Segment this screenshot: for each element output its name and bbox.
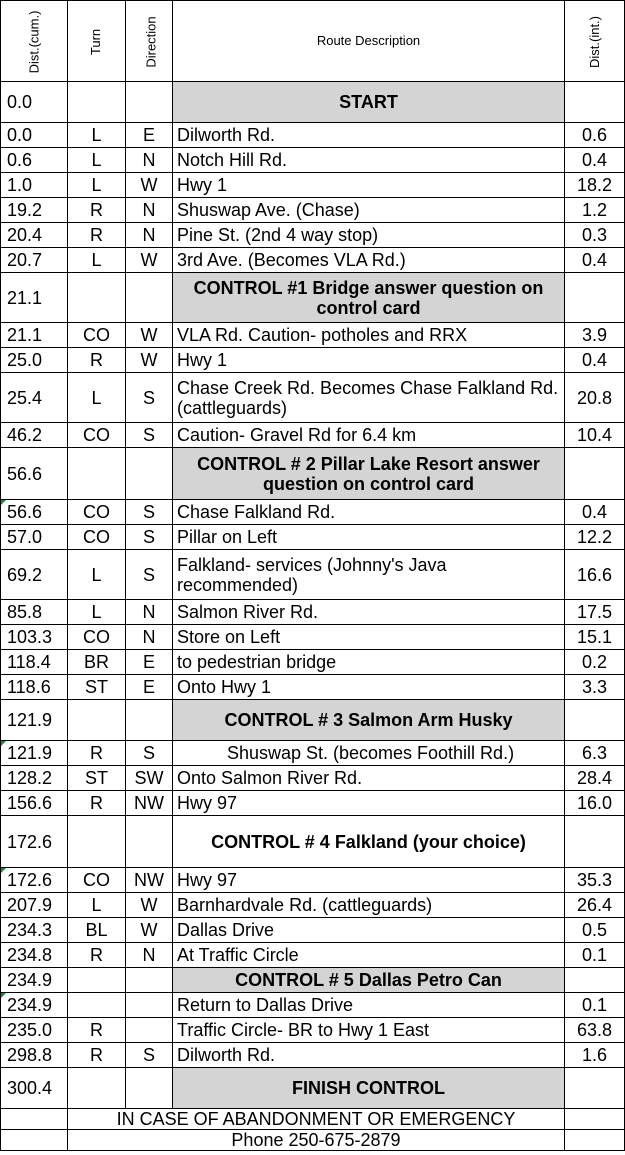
route-step-row	[1, 248, 625, 273]
emergency-notice: IN CASE OF ABANDONMENT OR EMERGENCY	[68, 1109, 565, 1130]
route-step-row	[1, 741, 625, 766]
direction-cell	[126, 1018, 173, 1043]
dist-int-cell: 63.8	[565, 1018, 625, 1043]
direction-cell	[126, 700, 173, 741]
dist-int-cell	[565, 968, 625, 993]
route-description-cell: Barnhardvale Rd. (cattleguards)	[173, 893, 565, 918]
route-description-cell: Hwy 97	[173, 791, 565, 816]
footer-row	[1, 1130, 625, 1151]
dist-cum-cell: 234.9	[1, 968, 68, 993]
dist-cum-cell: 172.6	[1, 868, 68, 893]
route-step-row	[1, 675, 625, 700]
direction-cell: E	[126, 123, 173, 148]
turn-cell: CO	[68, 323, 126, 348]
control-label: CONTROL # 3 Salmon Arm Husky	[173, 700, 565, 741]
route-description-cell: Shuswap St. (becomes Foothill Rd.)	[173, 741, 565, 766]
control-row	[1, 82, 625, 123]
route-step-row	[1, 943, 625, 968]
route-step-row	[1, 148, 625, 173]
dist-int-cell: 35.3	[565, 868, 625, 893]
dist-cum-cell: 20.7	[1, 248, 68, 273]
turn-cell	[68, 993, 126, 1018]
route-description-cell: Dallas Drive	[173, 918, 565, 943]
route-description-cell: Onto Hwy 1	[173, 675, 565, 700]
route-description-cell: Hwy 1	[173, 348, 565, 373]
direction-cell: S	[126, 423, 173, 448]
header-turn: Turn	[68, 1, 126, 82]
control-label: CONTROL # 4 Falkland (your choice)	[173, 816, 565, 868]
footer-spacer	[1, 1109, 68, 1130]
dist-int-cell: 0.4	[565, 348, 625, 373]
control-label: FINISH CONTROL	[173, 1068, 565, 1109]
dist-int-cell: 16.6	[565, 550, 625, 600]
route-step-row	[1, 550, 625, 600]
direction-cell: N	[126, 223, 173, 248]
dist-int-cell: 16.0	[565, 791, 625, 816]
route-description-cell: Shuswap Ave. (Chase)	[173, 198, 565, 223]
control-row	[1, 273, 625, 323]
dist-cum-cell: 234.3	[1, 918, 68, 943]
dist-int-cell: 0.1	[565, 943, 625, 968]
dist-int-cell: 12.2	[565, 525, 625, 550]
direction-cell: S	[126, 373, 173, 423]
dist-cum-cell: 234.8	[1, 943, 68, 968]
turn-cell	[68, 816, 126, 868]
dist-cum-cell: 21.1	[1, 273, 68, 323]
dist-cum-cell: 0.6	[1, 148, 68, 173]
control-row	[1, 448, 625, 500]
dist-int-cell: 6.3	[565, 741, 625, 766]
dist-cum-cell: 121.9	[1, 700, 68, 741]
turn-cell: BR	[68, 650, 126, 675]
turn-cell: L	[68, 600, 126, 625]
route-step-row	[1, 500, 625, 525]
footer-spacer	[565, 1130, 625, 1151]
route-step-row	[1, 650, 625, 675]
turn-cell: L	[68, 123, 126, 148]
control-label: START	[173, 82, 565, 123]
turn-cell: L	[68, 373, 126, 423]
direction-cell: W	[126, 893, 173, 918]
direction-cell: W	[126, 918, 173, 943]
dist-cum-cell: 300.4	[1, 1068, 68, 1109]
route-step-row	[1, 423, 625, 448]
dist-int-cell: 0.6	[565, 123, 625, 148]
route-step-row	[1, 993, 625, 1018]
turn-cell: R	[68, 791, 126, 816]
footer-spacer	[1, 1130, 68, 1151]
turn-cell: L	[68, 173, 126, 198]
header-route-description: Route Description	[173, 1, 565, 82]
turn-cell: CO	[68, 625, 126, 650]
route-step-row	[1, 198, 625, 223]
route-description-cell: Hwy 1	[173, 173, 565, 198]
dist-int-cell: 0.5	[565, 918, 625, 943]
dist-int-cell: 0.2	[565, 650, 625, 675]
direction-cell: N	[126, 943, 173, 968]
dist-cum-cell: 207.9	[1, 893, 68, 918]
dist-int-cell: 20.8	[565, 373, 625, 423]
direction-cell: N	[126, 625, 173, 650]
dist-cum-cell: 118.6	[1, 675, 68, 700]
route-description-cell: At Traffic Circle	[173, 943, 565, 968]
route-step-row	[1, 223, 625, 248]
dist-cum-cell: 103.3	[1, 625, 68, 650]
dist-cum-cell: 56.6	[1, 500, 68, 525]
turn-cell: L	[68, 550, 126, 600]
dist-int-cell	[565, 273, 625, 323]
dist-int-cell: 0.4	[565, 500, 625, 525]
turn-cell	[68, 1068, 126, 1109]
turn-cell: R	[68, 943, 126, 968]
turn-cell: L	[68, 248, 126, 273]
dist-cum-cell: 19.2	[1, 198, 68, 223]
direction-cell	[126, 82, 173, 123]
turn-cell: R	[68, 348, 126, 373]
route-description-cell: 3rd Ave. (Becomes VLA Rd.)	[173, 248, 565, 273]
direction-cell	[126, 273, 173, 323]
control-row	[1, 1068, 625, 1109]
route-description-cell: Store on Left	[173, 625, 565, 650]
route-description-cell: Salmon River Rd.	[173, 600, 565, 625]
direction-cell	[126, 968, 173, 993]
route-step-row	[1, 1043, 625, 1068]
route-description-cell: Dilworth Rd.	[173, 1043, 565, 1068]
dist-cum-cell: 46.2	[1, 423, 68, 448]
dist-cum-cell: 25.0	[1, 348, 68, 373]
direction-cell	[126, 816, 173, 868]
route-description-cell: Pillar on Left	[173, 525, 565, 550]
route-description-cell: Chase Creek Rd. Becomes Chase Falkland Rd. (cattleguards)	[173, 373, 565, 423]
direction-cell	[126, 448, 173, 500]
dist-int-cell: 15.1	[565, 625, 625, 650]
dist-int-cell	[565, 700, 625, 741]
route-step-row	[1, 525, 625, 550]
direction-cell	[126, 1068, 173, 1109]
direction-cell: SW	[126, 766, 173, 791]
direction-cell	[126, 993, 173, 1018]
dist-int-cell: 1.2	[565, 198, 625, 223]
dist-int-cell: 18.2	[565, 173, 625, 198]
turn-cell: BL	[68, 918, 126, 943]
dist-cum-cell: 156.6	[1, 791, 68, 816]
turn-cell: ST	[68, 675, 126, 700]
turn-cell: R	[68, 1018, 126, 1043]
turn-cell: R	[68, 223, 126, 248]
route-description-cell: to pedestrian bridge	[173, 650, 565, 675]
dist-int-cell	[565, 1068, 625, 1109]
dist-int-cell: 0.3	[565, 223, 625, 248]
dist-cum-cell: 56.6	[1, 448, 68, 500]
header-direction: Direction	[126, 1, 173, 82]
turn-cell: CO	[68, 525, 126, 550]
footer-spacer	[565, 1109, 625, 1130]
route-step-row	[1, 348, 625, 373]
route-description-cell: Chase Falkland Rd.	[173, 500, 565, 525]
route-step-row	[1, 373, 625, 423]
footer-row	[1, 1109, 625, 1130]
dist-cum-cell: 121.9	[1, 741, 68, 766]
route-description-cell: Pine St. (2nd 4 way stop)	[173, 223, 565, 248]
dist-cum-cell: 57.0	[1, 525, 68, 550]
route-step-row	[1, 123, 625, 148]
turn-cell	[68, 273, 126, 323]
direction-cell: E	[126, 675, 173, 700]
turn-cell	[68, 700, 126, 741]
route-step-row	[1, 323, 625, 348]
turn-cell: L	[68, 148, 126, 173]
turn-cell	[68, 82, 126, 123]
route-description-cell: Return to Dallas Drive	[173, 993, 565, 1018]
dist-int-cell	[565, 82, 625, 123]
turn-cell: CO	[68, 868, 126, 893]
turn-cell: R	[68, 741, 126, 766]
route-description-cell: Onto Salmon River Rd.	[173, 766, 565, 791]
route-step-row	[1, 1018, 625, 1043]
control-row	[1, 968, 625, 993]
dist-int-cell: 3.3	[565, 675, 625, 700]
route-description-cell: Falkland- services (Johnny's Java recommended)	[173, 550, 565, 600]
header-row	[1, 1, 625, 82]
dist-int-cell: 17.5	[565, 600, 625, 625]
direction-cell: NW	[126, 868, 173, 893]
turn-cell: R	[68, 198, 126, 223]
dist-cum-cell: 172.6	[1, 816, 68, 868]
dist-int-cell: 3.9	[565, 323, 625, 348]
route-step-row	[1, 173, 625, 198]
dist-cum-cell: 0.0	[1, 123, 68, 148]
control-row	[1, 816, 625, 868]
dist-int-cell: 0.4	[565, 248, 625, 273]
dist-cum-cell: 69.2	[1, 550, 68, 600]
route-step-row	[1, 766, 625, 791]
route-description-cell: VLA Rd. Caution- potholes and RRX	[173, 323, 565, 348]
turn-cell	[68, 968, 126, 993]
control-label: CONTROL #1 Bridge answer question on control card	[173, 273, 565, 323]
route-description-cell: Notch Hill Rd.	[173, 148, 565, 173]
turn-cell: ST	[68, 766, 126, 791]
direction-cell: S	[126, 1043, 173, 1068]
route-step-row	[1, 791, 625, 816]
dist-cum-cell: 118.4	[1, 650, 68, 675]
dist-cum-cell: 85.8	[1, 600, 68, 625]
dist-cum-cell: 20.4	[1, 223, 68, 248]
control-label: CONTROL # 5 Dallas Petro Can	[173, 968, 565, 993]
dist-cum-cell: 234.9	[1, 993, 68, 1018]
direction-cell: NW	[126, 791, 173, 816]
emergency-phone: Phone 250-675-2879	[68, 1130, 565, 1151]
dist-int-cell: 26.4	[565, 893, 625, 918]
direction-cell: W	[126, 348, 173, 373]
dist-int-cell	[565, 816, 625, 868]
dist-int-cell: 0.4	[565, 148, 625, 173]
turn-cell: CO	[68, 423, 126, 448]
direction-cell: S	[126, 550, 173, 600]
dist-cum-cell: 21.1	[1, 323, 68, 348]
dist-cum-cell: 298.8	[1, 1043, 68, 1068]
direction-cell: N	[126, 198, 173, 223]
dist-cum-cell: 1.0	[1, 173, 68, 198]
dist-cum-cell: 128.2	[1, 766, 68, 791]
direction-cell: N	[126, 148, 173, 173]
route-description-cell: Caution- Gravel Rd for 6.4 km	[173, 423, 565, 448]
route-step-row	[1, 868, 625, 893]
dist-int-cell: 0.1	[565, 993, 625, 1018]
direction-cell: W	[126, 248, 173, 273]
dist-cum-cell: 235.0	[1, 1018, 68, 1043]
direction-cell: S	[126, 741, 173, 766]
control-row	[1, 700, 625, 741]
direction-cell: N	[126, 600, 173, 625]
route-step-row	[1, 600, 625, 625]
direction-cell: W	[126, 173, 173, 198]
direction-cell: S	[126, 500, 173, 525]
dist-int-cell: 28.4	[565, 766, 625, 791]
direction-cell: W	[126, 323, 173, 348]
route-step-row	[1, 893, 625, 918]
dist-int-cell	[565, 448, 625, 500]
turn-cell: CO	[68, 500, 126, 525]
route-description-cell: Hwy 97	[173, 868, 565, 893]
route-step-row	[1, 918, 625, 943]
turn-cell: R	[68, 1043, 126, 1068]
dist-cum-cell: 25.4	[1, 373, 68, 423]
route-step-row	[1, 625, 625, 650]
turn-cell	[68, 448, 126, 500]
dist-int-cell: 10.4	[565, 423, 625, 448]
direction-cell: S	[126, 525, 173, 550]
control-label: CONTROL # 2 Pillar Lake Resort answer question on control card	[173, 448, 565, 500]
direction-cell: E	[126, 650, 173, 675]
route-description-cell: Traffic Circle- BR to Hwy 1 East	[173, 1018, 565, 1043]
dist-int-cell: 1.6	[565, 1043, 625, 1068]
header-dist-int: Dist.(int.)	[565, 1, 625, 82]
dist-cum-cell: 0.0	[1, 82, 68, 123]
header-dist-cum: Dist.(cum.)	[1, 1, 68, 82]
route-description-cell: Dilworth Rd.	[173, 123, 565, 148]
turn-cell: L	[68, 893, 126, 918]
